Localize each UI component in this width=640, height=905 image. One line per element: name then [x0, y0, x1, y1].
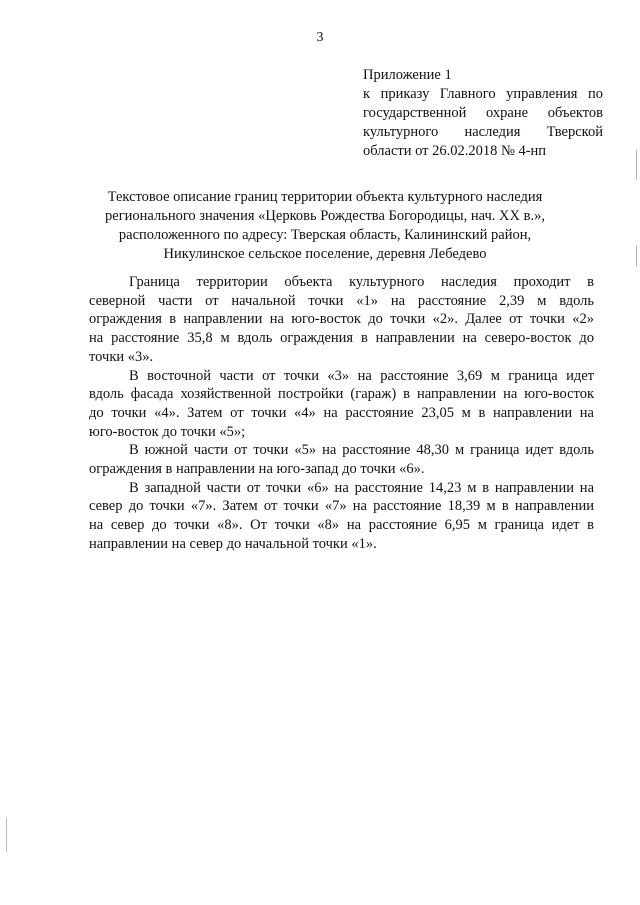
body-line: северной части от начальной точки «1» на расстояние 2,39 м вдоль	[89, 292, 594, 309]
scan-edge-mark	[6, 818, 7, 852]
body-line: В западной части от точки «6» на расстояние 14,23 м в направлении на	[129, 479, 594, 496]
body-line: на расстояние 35,8 м вдоль ограждения в направлении на северо-восток до	[89, 330, 594, 347]
body-line: В южной части от точки «5» на расстояние 48,30 м граница идет вдоль	[129, 442, 594, 459]
body-line: ограждения в направлении на юго-запад до точки «6».	[89, 461, 425, 478]
body-line: точки «3».	[89, 348, 154, 365]
body-line: на север до точки «8». От точки «8» на расстояние 6,95 м граница идет в	[89, 517, 594, 534]
paragraph-north	[89, 273, 594, 367]
appendix-line: государственной охране объектов	[363, 105, 603, 121]
appendix-line: к приказу Главного управления по	[363, 86, 603, 102]
title-line: Текстовое описание границ территории объекта культурного наследия	[107, 189, 543, 205]
body-line: Граница территории объекта культурного наследия проходит в	[129, 274, 594, 290]
body-line: до точки «4». Затем от точки «4» на расстояние 23,05 м в направлении на	[89, 404, 594, 421]
appendix-block	[363, 66, 603, 161]
document-title	[60, 188, 590, 264]
body-line: направлении на север до начальной точки «1».	[89, 535, 377, 552]
body-text	[89, 273, 594, 554]
paragraph-south	[89, 441, 594, 478]
title-line: расположенного по адресу: Тверская область, Калининский район,	[118, 227, 532, 243]
appendix-line: Приложение 1	[363, 67, 452, 83]
paragraph-west	[89, 479, 594, 554]
appendix-line: культурного наследия Тверской	[363, 124, 603, 140]
body-line: вдоль фасада хозяйственной постройки (гараж) в направлении на юго-восток	[89, 386, 594, 403]
scan-edge-mark	[636, 245, 637, 267]
page-number: 3	[316, 30, 324, 45]
body-line: север до точки «7». Затем от точки «7» на расстояние 18,39 м в направлении	[89, 498, 594, 515]
paragraph-east	[89, 367, 594, 442]
body-line: В восточной части от точки «3» на расстояние 3,69 м граница идет	[129, 367, 594, 384]
body-line: юго-восток до точки «5»;	[89, 423, 246, 440]
body-line: ограждения в направлении на юго-восток до точки «2». Далее от точки «2»	[89, 311, 594, 328]
title-line: регионального значения «Церковь Рождества Богородицы, нач. XX в.»,	[105, 208, 545, 224]
appendix-line: области от 26.02.2018 № 4-нп	[363, 143, 547, 159]
scan-edge-mark	[636, 150, 637, 180]
title-line: Никулинское сельское поселение, деревня Лебедево	[163, 246, 487, 262]
